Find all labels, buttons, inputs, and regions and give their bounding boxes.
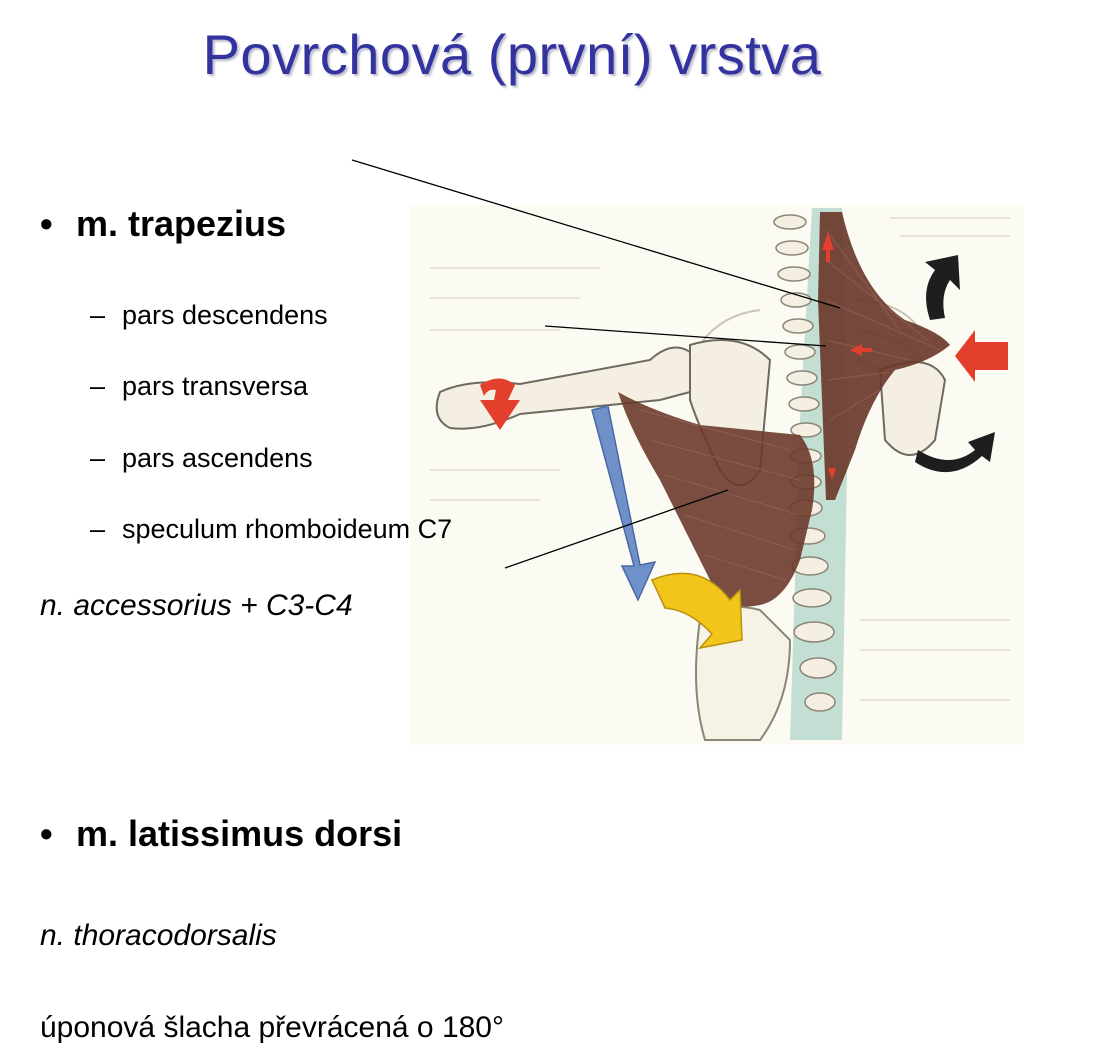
latissimus-nerve: n. thoracodorsalis <box>40 919 277 952</box>
trapezius-heading <box>40 203 1064 245</box>
trapezius-part <box>90 443 1114 474</box>
latissimus-note: úponová šlacha převrácená o 180° <box>40 1011 504 1044</box>
latissimus-heading <box>40 813 1064 855</box>
dash-icon: – <box>90 514 106 544</box>
slide-title: Povrchová (první) vrstva <box>202 23 822 86</box>
part-label: pars ascendens <box>122 443 313 473</box>
trapezius-part <box>90 371 1114 402</box>
latissimus-label: m. latissimus dorsi <box>76 813 403 854</box>
part-label: pars transversa <box>122 371 309 401</box>
dash-icon: – <box>90 300 106 330</box>
trapezius-label: m. trapezius <box>76 203 287 244</box>
trapezius-part <box>90 300 1114 331</box>
bullet-icon: • <box>40 813 53 854</box>
trapezius-nerve: n. accessorius + C3-C4 <box>40 589 353 622</box>
part-label: pars descendens <box>122 300 328 330</box>
dash-icon: – <box>90 443 106 473</box>
bullet-icon: • <box>40 203 53 244</box>
part-label: speculum rhomboideum C7 <box>122 514 453 544</box>
dash-icon: – <box>90 371 106 401</box>
trapezius-part <box>90 514 1114 545</box>
